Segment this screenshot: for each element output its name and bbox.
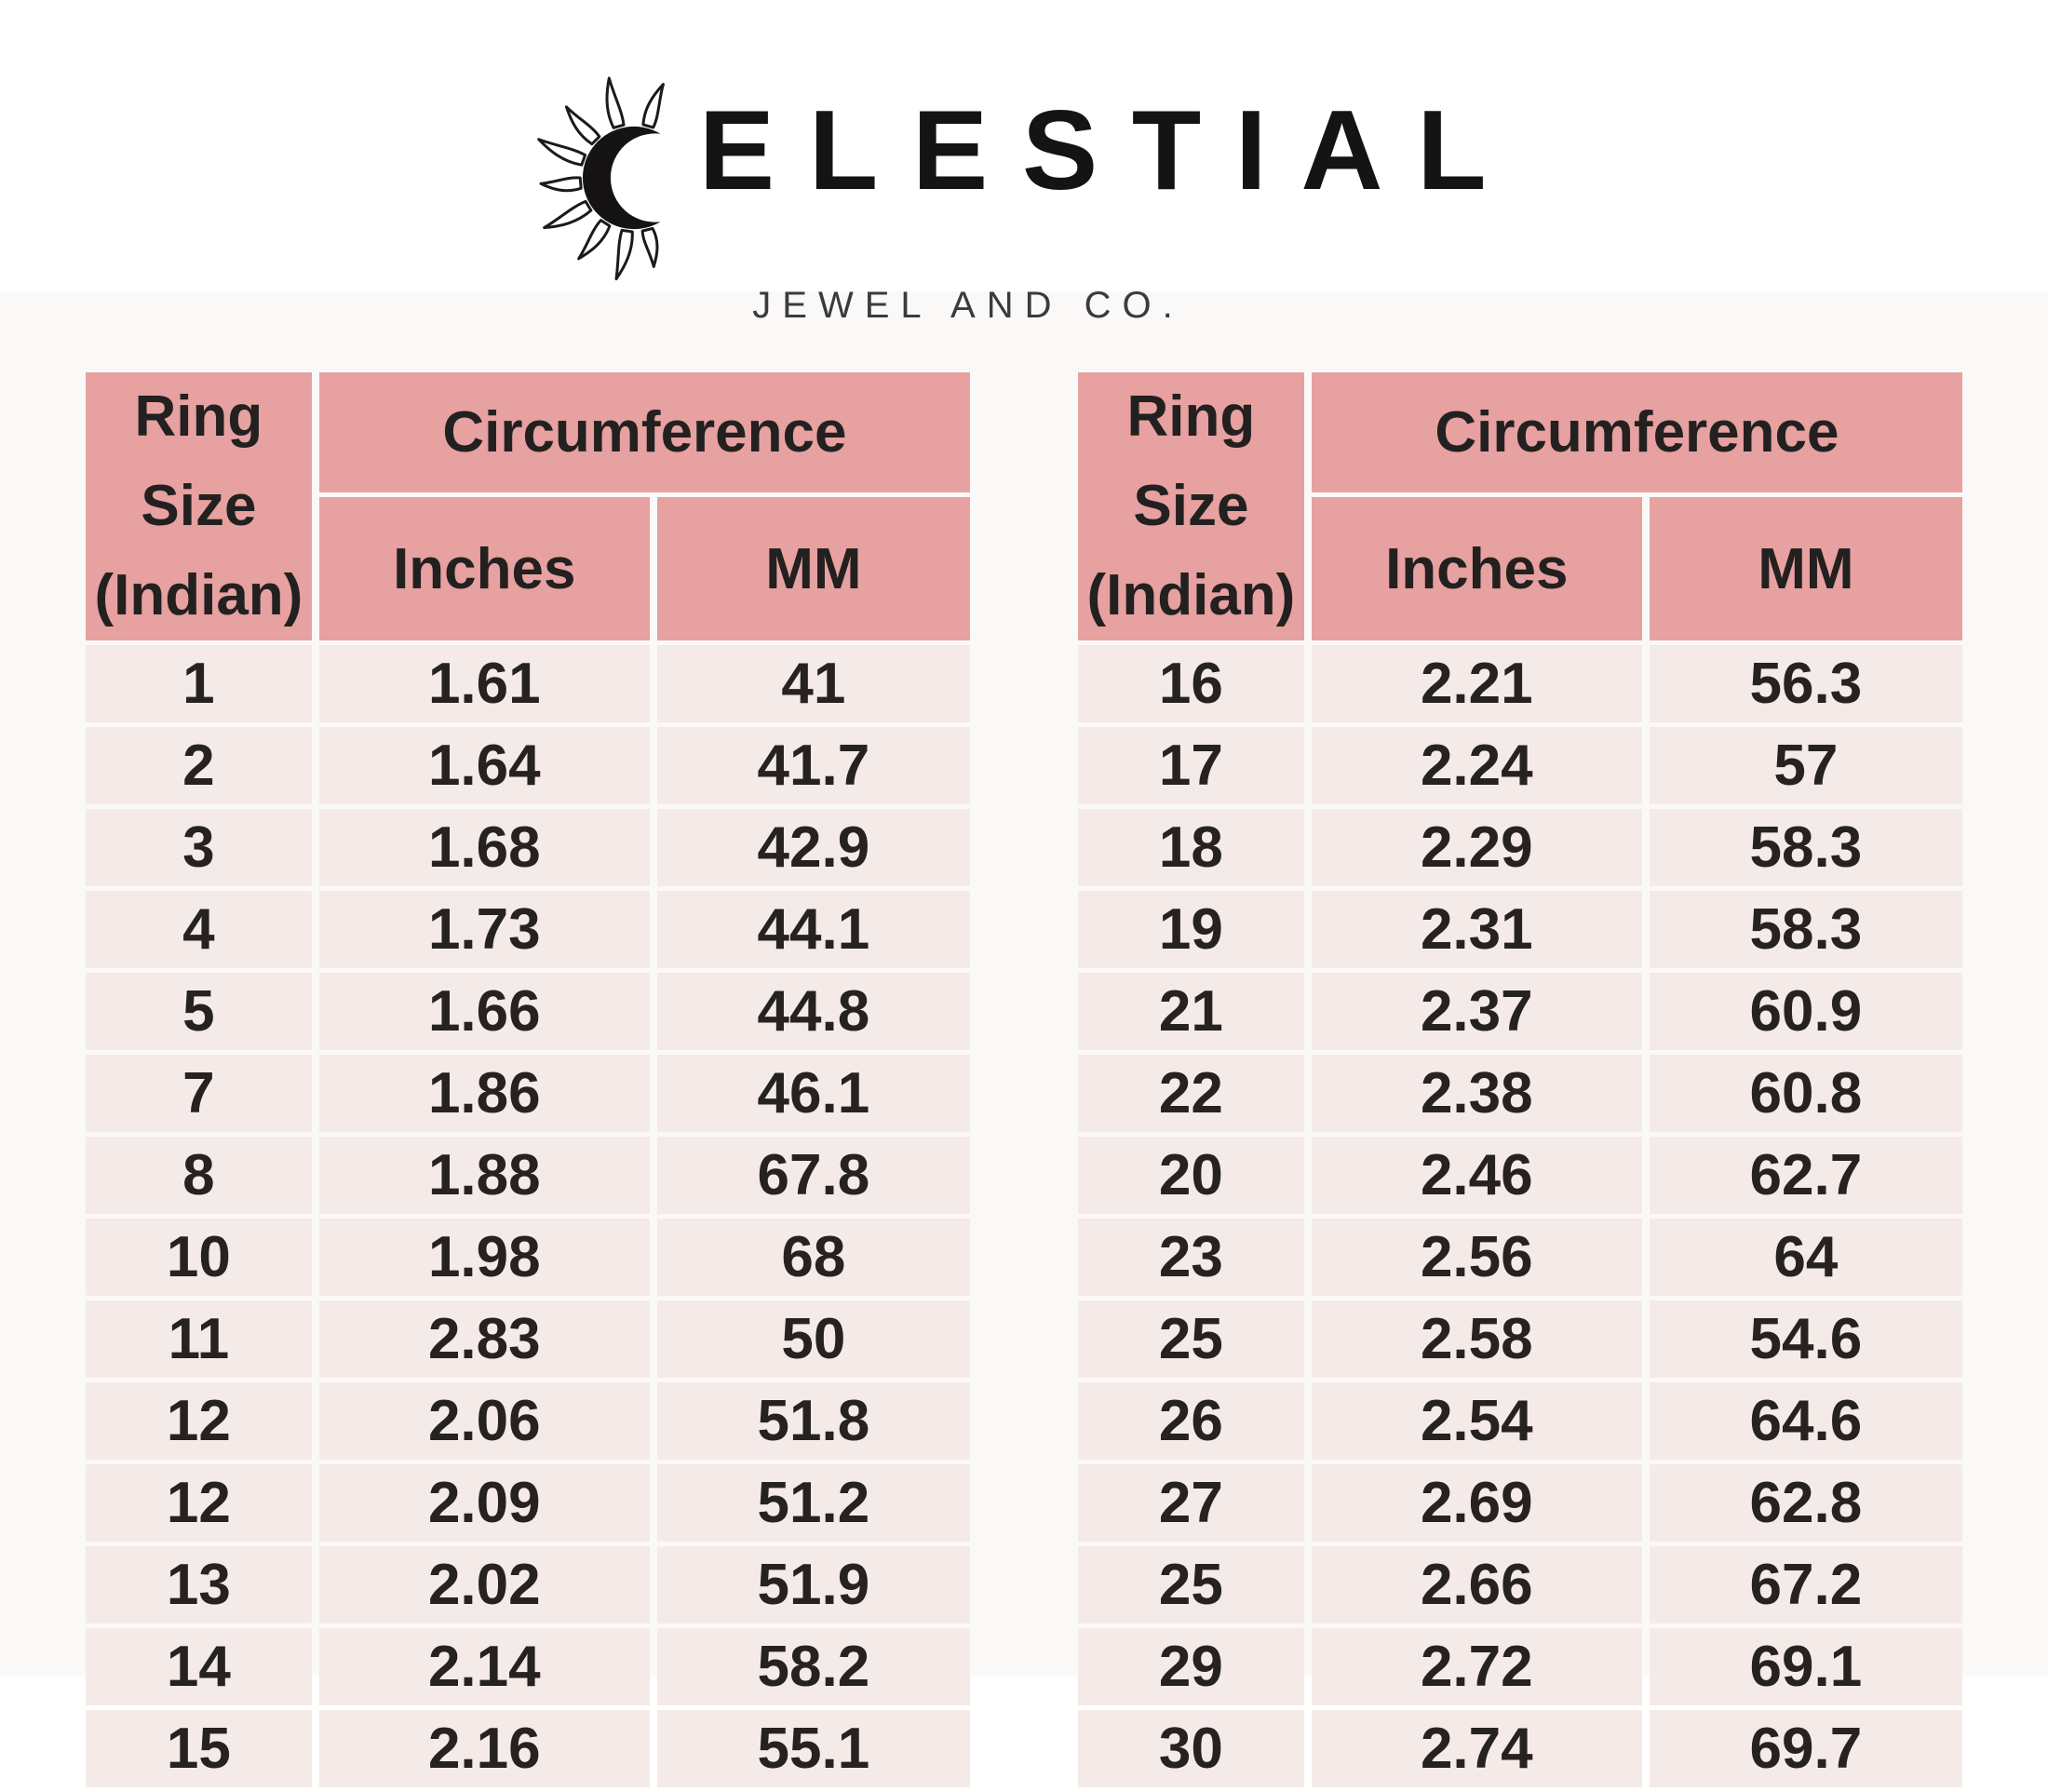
table-row — [1078, 973, 1962, 1050]
table-row — [86, 1137, 970, 1214]
inches-cell: 2.14 — [319, 1628, 650, 1705]
table-row — [86, 1382, 970, 1460]
header-ring-size-line1: Ring Size — [1126, 384, 1256, 539]
mm-cell: 51.2 — [657, 1464, 970, 1542]
header-ring-size-line2: (Indian) — [1086, 563, 1296, 628]
header-ring-size — [1078, 372, 1304, 640]
ring-size-cell: 4 — [86, 891, 312, 968]
ring-size-cell: 7 — [86, 1055, 312, 1132]
table-row — [1078, 1464, 1962, 1542]
mm-cell: 51.9 — [657, 1546, 970, 1624]
header-mm: MM — [657, 497, 970, 640]
sun-crescent-icon — [528, 67, 694, 289]
table-row — [86, 1300, 970, 1378]
ring-size-cell: 12 — [86, 1464, 312, 1542]
ring-size-cell: 1 — [86, 645, 312, 722]
ring-size-cell: 14 — [86, 1628, 312, 1705]
mm-cell: 55.1 — [657, 1710, 970, 1787]
header-mm: MM — [1650, 497, 1962, 640]
mm-cell: 41 — [657, 645, 970, 722]
table-row — [1078, 645, 1962, 722]
inches-cell: 2.69 — [1312, 1464, 1642, 1542]
mm-cell: 50 — [657, 1300, 970, 1378]
table-row — [1078, 1710, 1962, 1787]
mm-cell: 67.8 — [657, 1137, 970, 1214]
inches-cell: 2.31 — [1312, 891, 1642, 968]
ring-size-cell: 20 — [1078, 1137, 1304, 1214]
mm-cell: 69.1 — [1650, 1628, 1962, 1705]
brand-subtitle: JEWEL AND CO. — [752, 285, 1184, 326]
header-ring-size — [86, 372, 312, 640]
ring-size-cell: 11 — [86, 1300, 312, 1378]
header-ring-size-line2: (Indian) — [94, 563, 303, 628]
mm-cell: 54.6 — [1650, 1300, 1962, 1378]
ring-size-cell: 2 — [86, 727, 312, 804]
table-row — [86, 809, 970, 886]
table-row — [86, 1219, 970, 1296]
mm-cell: 46.1 — [657, 1055, 970, 1132]
mm-cell: 62.7 — [1650, 1137, 1962, 1214]
inches-cell: 2.06 — [319, 1382, 650, 1460]
mm-cell: 60.8 — [1650, 1055, 1962, 1132]
mm-cell: 69.7 — [1650, 1710, 1962, 1787]
inches-cell: 2.21 — [1312, 645, 1642, 722]
mm-cell: 67.2 — [1650, 1546, 1962, 1624]
ring-size-cell: 15 — [86, 1710, 312, 1787]
ring-size-cell: 3 — [86, 809, 312, 886]
ring-size-cell: 10 — [86, 1219, 312, 1296]
inches-cell: 2.16 — [319, 1710, 650, 1787]
ring-size-cell: 29 — [1078, 1628, 1304, 1705]
mm-cell: 58.3 — [1650, 891, 1962, 968]
inches-cell: 2.38 — [1312, 1055, 1642, 1132]
inches-cell: 2.29 — [1312, 809, 1642, 886]
mm-cell: 44.1 — [657, 891, 970, 968]
ring-size-cell: 8 — [86, 1137, 312, 1214]
inches-cell: 2.58 — [1312, 1300, 1642, 1378]
inches-cell: 1.86 — [319, 1055, 650, 1132]
table-header — [86, 372, 970, 640]
mm-cell: 64 — [1650, 1219, 1962, 1296]
table-row — [1078, 1055, 1962, 1132]
table-body — [1078, 645, 1962, 1787]
ring-size-cell: 25 — [1078, 1546, 1304, 1624]
mm-cell: 41.7 — [657, 727, 970, 804]
ring-size-cell: 17 — [1078, 727, 1304, 804]
table-row — [1078, 1219, 1962, 1296]
ring-size-cell: 18 — [1078, 809, 1304, 886]
inches-cell: 1.66 — [319, 973, 650, 1050]
mm-cell: 51.8 — [657, 1382, 970, 1460]
inches-cell: 2.56 — [1312, 1219, 1642, 1296]
table-row — [1078, 1382, 1962, 1460]
ring-size-cell: 23 — [1078, 1219, 1304, 1296]
table-row — [1078, 1137, 1962, 1214]
mm-cell: 56.3 — [1650, 645, 1962, 722]
mm-cell: 44.8 — [657, 973, 970, 1050]
table-row — [86, 727, 970, 804]
mm-cell: 60.9 — [1650, 973, 1962, 1050]
ring-size-cell: 22 — [1078, 1055, 1304, 1132]
table-row — [86, 1055, 970, 1132]
mm-cell: 68 — [657, 1219, 970, 1296]
mm-cell: 42.9 — [657, 809, 970, 886]
ring-size-cell: 25 — [1078, 1300, 1304, 1378]
table-row — [86, 1546, 970, 1624]
table-row — [86, 1464, 970, 1542]
table-row — [1078, 891, 1962, 968]
inches-cell: 2.46 — [1312, 1137, 1642, 1214]
ring-size-cell: 5 — [86, 973, 312, 1050]
header-inches: Inches — [1312, 497, 1642, 640]
ring-size-cell: 27 — [1078, 1464, 1304, 1542]
ring-size-cell: 16 — [1078, 645, 1304, 722]
table-row — [86, 1710, 970, 1787]
table-row — [86, 973, 970, 1050]
inches-cell: 1.68 — [319, 809, 650, 886]
table-row — [86, 1628, 970, 1705]
ring-size-cell: 21 — [1078, 973, 1304, 1050]
inches-cell: 2.72 — [1312, 1628, 1642, 1705]
brand-wordmark: ELESTIAL — [698, 87, 1521, 213]
table-row — [1078, 1300, 1962, 1378]
mm-cell: 57 — [1650, 727, 1962, 804]
inches-cell: 2.37 — [1312, 973, 1642, 1050]
header-circumference: Circumference — [319, 372, 970, 492]
mm-cell: 58.2 — [657, 1628, 970, 1705]
table-header — [1078, 372, 1962, 640]
ring-size-cell: 12 — [86, 1382, 312, 1460]
header-inches: Inches — [319, 497, 650, 640]
header-circumference: Circumference — [1312, 372, 1962, 492]
inches-cell: 1.61 — [319, 645, 650, 722]
inches-cell: 2.24 — [1312, 727, 1642, 804]
brand-header — [0, 0, 2048, 326]
table-row — [86, 891, 970, 968]
mm-cell: 64.6 — [1650, 1382, 1962, 1460]
inches-cell: 1.64 — [319, 727, 650, 804]
table-row — [86, 645, 970, 722]
inches-cell: 2.02 — [319, 1546, 650, 1624]
ring-size-cell: 26 — [1078, 1382, 1304, 1460]
mm-cell: 62.8 — [1650, 1464, 1962, 1542]
logo-row — [528, 39, 1521, 261]
ring-size-cell: 13 — [86, 1546, 312, 1624]
table-row — [1078, 1546, 1962, 1624]
inches-cell: 2.66 — [1312, 1546, 1642, 1624]
ring-size-table-right — [1071, 368, 1970, 1792]
table-row — [1078, 1628, 1962, 1705]
inches-cell: 1.73 — [319, 891, 650, 968]
ring-size-table-left — [78, 368, 977, 1792]
inches-cell: 2.54 — [1312, 1382, 1642, 1460]
inches-cell: 2.74 — [1312, 1710, 1642, 1787]
header-ring-size-line1: Ring Size — [134, 384, 263, 539]
table-row — [1078, 727, 1962, 804]
table-body — [86, 645, 970, 1787]
mm-cell: 58.3 — [1650, 809, 1962, 886]
size-chart-content — [0, 291, 2048, 1782]
ring-size-cell: 19 — [1078, 891, 1304, 968]
inches-cell: 2.83 — [319, 1300, 650, 1378]
ring-size-cell: 30 — [1078, 1710, 1304, 1787]
inches-cell: 1.88 — [319, 1137, 650, 1214]
table-row — [1078, 809, 1962, 886]
inches-cell: 1.98 — [319, 1219, 650, 1296]
inches-cell: 2.09 — [319, 1464, 650, 1542]
